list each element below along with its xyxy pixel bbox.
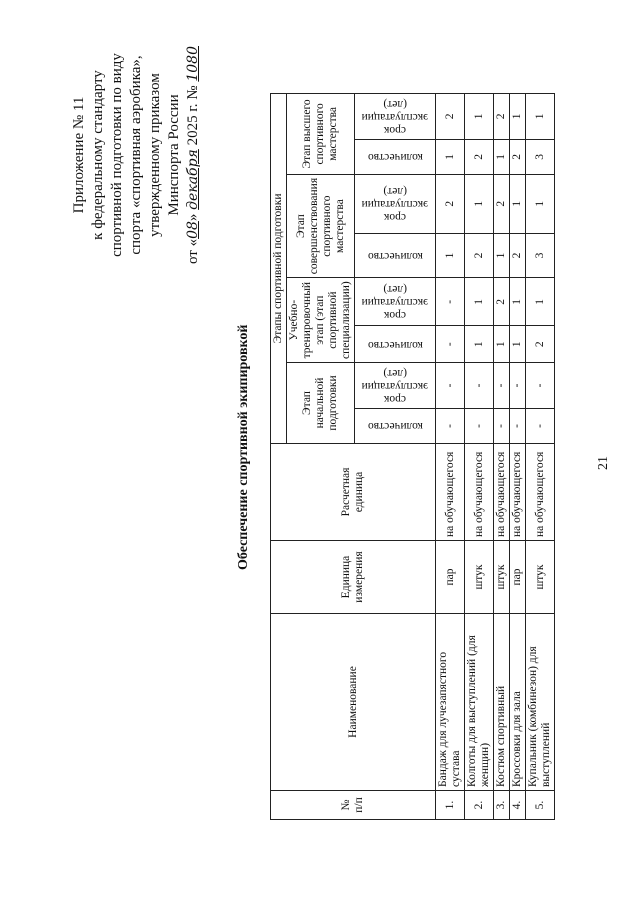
row-number: 1.	[436, 791, 465, 820]
equipment-table	[270, 93, 555, 820]
cell-value: 1	[510, 174, 526, 233]
cell-value: 1	[526, 278, 555, 326]
row-calc: на обучающегося	[436, 444, 465, 541]
header-stage: Этап начальной подготовки	[287, 363, 355, 444]
header-qty-label: количество	[367, 151, 423, 164]
header-qty-label: количество	[367, 420, 423, 433]
row-name: Купальник (комбинезон) для выступлений	[526, 614, 555, 791]
row-name: Колготы для выступлений (для женщин)	[465, 614, 494, 791]
row-number: 4.	[510, 791, 526, 820]
header-calc: Расчетная единица	[271, 444, 436, 541]
cell-value: -	[436, 363, 465, 409]
row-calc: на обучающегося	[510, 444, 526, 541]
cell-value: 1	[526, 174, 555, 233]
header-term-label: срок эксплуатации (лет)	[361, 283, 429, 322]
cell-value: 3	[526, 233, 555, 278]
cell-value: 1	[510, 93, 526, 139]
row-unit: штук	[526, 541, 555, 614]
header-line: спорта «спортивная аэробика»,	[128, 55, 144, 255]
cell-value: -	[510, 363, 526, 409]
header-stage: Этап высшего спортивного мастерства	[287, 93, 355, 174]
approval-header	[70, 5, 203, 305]
cell-value: -	[494, 363, 510, 409]
cell-value: 2	[465, 139, 494, 174]
header-line: Приложение № 11	[71, 96, 87, 214]
header-qty	[355, 326, 436, 363]
cell-value: 1	[526, 93, 555, 139]
header-term	[355, 174, 436, 233]
header-qty	[355, 409, 436, 444]
header-line: к федеральному стандарту	[90, 70, 106, 240]
page-number: 21	[596, 456, 611, 470]
date-mid: »	[185, 213, 201, 222]
row-name: Кроссовки для зала	[510, 614, 526, 791]
header-line: утвержденному приказом	[147, 73, 163, 237]
header-line: спортивной подготовки по виду	[109, 53, 125, 257]
cell-value: 2	[465, 233, 494, 278]
header-stage: Учебно-тренировочный этап (этап спортивной специализации)	[287, 278, 355, 363]
date-year: 2025 г. №	[185, 85, 201, 146]
cell-value: 2	[494, 278, 510, 326]
date-month-handwritten: декабря	[185, 149, 201, 210]
row-number: 2.	[465, 791, 494, 820]
cell-value: 1	[494, 233, 510, 278]
cell-value: 1	[436, 139, 465, 174]
header-term-label: срок эксплуатации (лет)	[361, 367, 429, 405]
cell-value: 1	[436, 233, 465, 278]
header-term	[355, 278, 436, 326]
cell-value: -	[465, 363, 494, 409]
row-name: Костюм спортивный	[494, 614, 510, 791]
cell-value: -	[436, 278, 465, 326]
order-number-handwritten: 1080	[185, 46, 201, 82]
row-number: 5.	[526, 791, 555, 820]
header-stages-group: Этапы спортивной подготовки	[271, 93, 287, 443]
date-prefix: от «	[185, 238, 201, 265]
row-unit: штук	[465, 541, 494, 614]
table-row	[465, 93, 494, 819]
cell-value: 2	[494, 93, 510, 139]
header-term-label: срок эксплуатации (лет)	[361, 185, 429, 224]
row-unit: пар	[510, 541, 526, 614]
header-unit: Единица измерения	[271, 541, 436, 614]
date-day-handwritten: 08	[185, 221, 201, 239]
cell-value: 1	[465, 278, 494, 326]
cell-value: -	[436, 409, 465, 444]
cell-value: 2	[436, 174, 465, 233]
table-row	[526, 93, 555, 819]
cell-value: 1	[494, 326, 510, 363]
header-stage: Этап совершенствования спортивного мастерства	[287, 174, 355, 277]
cell-value: -	[436, 326, 465, 363]
cell-value: -	[465, 409, 494, 444]
table-row	[436, 93, 465, 819]
row-unit: пар	[436, 541, 465, 614]
cell-value: -	[510, 409, 526, 444]
header-date-line	[184, 5, 203, 305]
header-line: Минспорта России	[166, 94, 182, 216]
cell-value: 1	[465, 326, 494, 363]
cell-value: 1	[510, 326, 526, 363]
cell-value: -	[526, 363, 555, 409]
cell-value: 2	[436, 93, 465, 139]
cell-value: 1	[465, 93, 494, 139]
table-row	[510, 93, 526, 819]
header-qty	[355, 233, 436, 278]
header-term-label: срок эксплуатации (лет)	[361, 97, 429, 136]
row-unit: штук	[494, 541, 510, 614]
table-row	[494, 93, 510, 819]
cell-value: 1	[510, 278, 526, 326]
cell-value: 1	[465, 174, 494, 233]
cell-value: -	[526, 409, 555, 444]
header-name: Наименование	[271, 614, 436, 791]
cell-value: 2	[510, 233, 526, 278]
cell-value: 2	[526, 326, 555, 363]
row-calc: на обучающегося	[465, 444, 494, 541]
cell-value: 2	[510, 139, 526, 174]
header-qty-label: количество	[367, 338, 423, 351]
document-title: Обеспечение спортивной экипировкой	[236, 324, 251, 570]
header-qty-label: количество	[367, 249, 423, 262]
header-qty	[355, 139, 436, 174]
cell-value: 3	[526, 139, 555, 174]
row-calc: на обучающегося	[526, 444, 555, 541]
header-term	[355, 363, 436, 409]
header-num: № п/п	[271, 791, 436, 820]
header-term	[355, 93, 436, 139]
row-calc: на обучающегося	[494, 444, 510, 541]
cell-value: -	[494, 409, 510, 444]
row-name: Бандаж для лучезапястного сустава	[436, 614, 465, 791]
cell-value: 2	[494, 174, 510, 233]
cell-value: 1	[494, 139, 510, 174]
row-number: 3.	[494, 791, 510, 820]
